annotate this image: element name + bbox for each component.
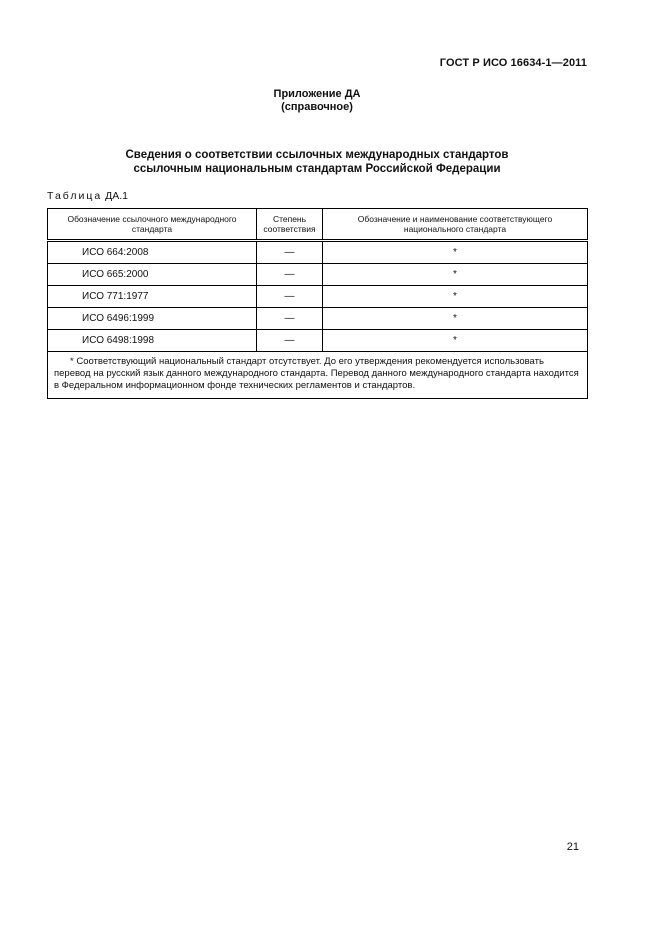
table-header-row [48,209,588,241]
table-row [48,286,588,308]
cell-standard: ИСО 664:2008 [48,241,257,264]
appendix-subtitle: (справочное) [281,101,353,113]
section-title-line1: Сведения о соответствии ссылочных международных стандартов [125,149,509,161]
table-row [48,330,588,352]
cell-standard: ИСО 771:1977 [48,286,257,308]
appendix-title: Приложение ДА [273,88,361,100]
table-label-number: ДА.1 [105,190,128,202]
table-row [48,308,588,330]
cell-national: * [323,241,588,264]
cell-national: * [323,264,588,286]
section-title [47,148,587,176]
column-header-degree: Степень соответствия [257,209,323,241]
table-row [48,264,588,286]
section-title-line2: ссылочным национальным стандартам Российской Федерации [133,163,501,175]
table-label [47,190,128,202]
cell-standard: ИСО 6498:1998 [48,330,257,352]
table-footnote-row [48,352,588,399]
footnote-cell [48,352,588,399]
cell-degree: — [257,264,323,286]
correspondence-table [47,208,588,399]
column-header-national-standard: Обозначение и наименование соответствующего национального стандарта [323,209,588,241]
footnote-text: * Соответствующий национальный стандарт отсутствует. До его утверждения рекомендуется использовать перевод на русский язык данного международного стандарта. Перевод данного международного стандарта находится в Федеральном информационном фонде технических регламентов и стандартов. [54,356,579,391]
cell-degree: — [257,286,323,308]
cell-standard: ИСО 665:2000 [48,264,257,286]
cell-degree: — [257,308,323,330]
page-number: 21 [566,841,579,853]
cell-degree: — [257,241,323,264]
table-label-word: Таблица [47,190,103,202]
cell-standard: ИСО 6496:1999 [48,308,257,330]
column-header-international-standard: Обозначение ссылочного международного стандарта [48,209,257,241]
document-number: ГОСТ Р ИСО 16634-1—2011 [439,57,587,69]
cell-national: * [323,286,588,308]
cell-degree: — [257,330,323,352]
cell-national: * [323,330,588,352]
table-row [48,241,588,264]
cell-national: * [323,308,588,330]
